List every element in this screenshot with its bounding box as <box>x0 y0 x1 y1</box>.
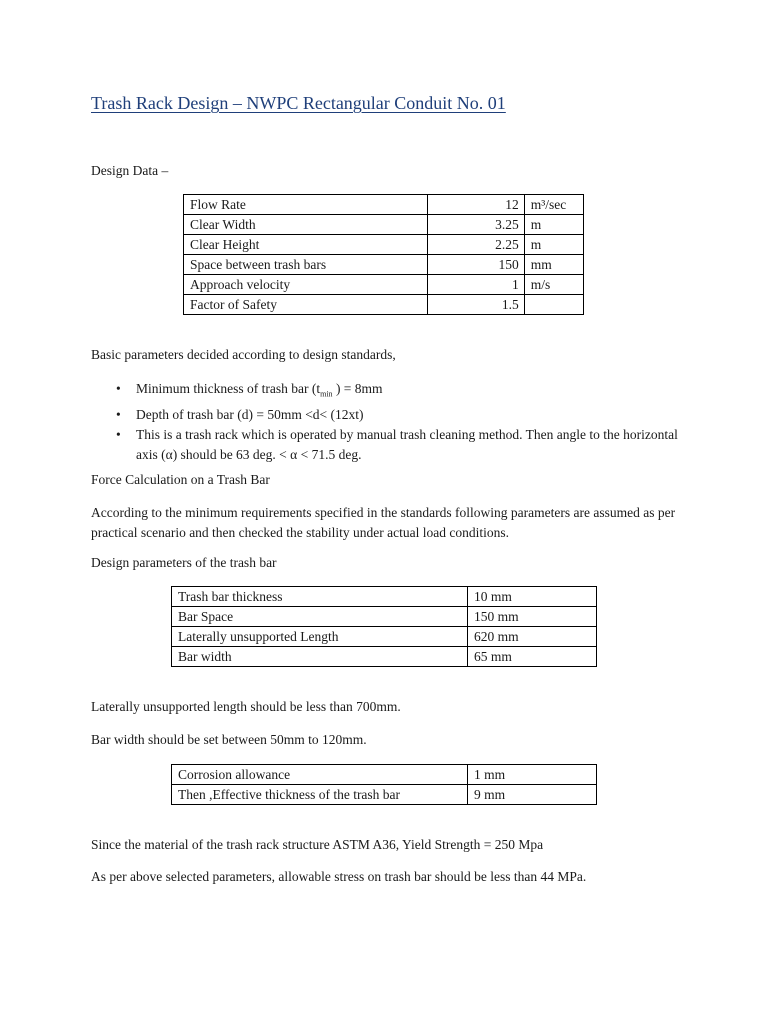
list-item: • This is a trash rack which is operated by manual trash cleaning method. Then angle to the horizontal axis (α) should be 63 deg. < α < 71.5 deg. <box>116 426 678 462</box>
table-cell: 1 mm <box>468 765 597 785</box>
table-cell: 2.25 <box>428 235 524 255</box>
list-item: • Depth of trash bar (d) = 50mm <d< (12xt) <box>112 405 712 425</box>
table-cell: Factor of Safety <box>184 295 428 315</box>
table-cell: Laterally unsupported Length <box>172 627 468 647</box>
table-cell: 150 <box>428 255 524 275</box>
table-cell: Clear Width <box>184 215 428 235</box>
table-cell: 1.5 <box>428 295 524 315</box>
table-cell: m³/sec <box>524 195 583 215</box>
table-row <box>172 765 597 785</box>
table-row <box>172 785 597 805</box>
table-cell: 620 mm <box>468 627 597 647</box>
basic-params-intro: Basic parameters decided according to design standards, <box>91 347 396 362</box>
design-data-table <box>183 194 584 315</box>
table-cell: 1 <box>428 275 524 295</box>
section-heading: Force Calculation on a Trash Bar <box>91 472 270 487</box>
table-cell: 150 mm <box>468 607 597 627</box>
material-line: Since the material of the trash rack structure ASTM A36, Yield Strength = 250 Mpa <box>91 837 544 852</box>
table-cell: Approach velocity <box>184 275 428 295</box>
table-row <box>184 255 584 275</box>
bullet-icon: • <box>116 406 121 422</box>
table-cell: Flow Rate <box>184 195 428 215</box>
page-title: Trash Rack Design – NWPC Rectangular Conduit No. 01 <box>91 93 506 113</box>
table-row <box>184 295 584 315</box>
bullet-icon: • <box>116 381 121 396</box>
table-cell: m <box>524 235 583 255</box>
table-row <box>172 587 597 607</box>
corrosion-table <box>171 764 597 805</box>
table-cell: 12 <box>428 195 524 215</box>
note-text: Bar width should be set between 50mm to 120mm. <box>91 732 367 747</box>
design-data-label: Design Data – <box>91 163 169 178</box>
table-cell: Then ,Effective thickness of the trash bar <box>172 785 468 805</box>
table-cell: Bar width <box>172 647 468 667</box>
paragraph: According to the minimum requirements specified in the standards following parameters are assumed as per practical scenario and then checked the stability under actual load conditions. <box>91 505 676 540</box>
section-heading: Design parameters of the trash bar <box>91 555 277 570</box>
table-cell: 3.25 <box>428 215 524 235</box>
table-cell: 10 mm <box>468 587 597 607</box>
table-cell: Clear Height <box>184 235 428 255</box>
table-cell: Trash bar thickness <box>172 587 468 607</box>
table-row <box>184 275 584 295</box>
table-row <box>184 235 584 255</box>
table-cell <box>524 295 583 315</box>
table-cell: m/s <box>524 275 583 295</box>
table-cell: 65 mm <box>468 647 597 667</box>
bar-params-table <box>171 586 597 667</box>
table-cell: mm <box>524 255 583 275</box>
table-row <box>172 647 597 667</box>
note-text: Laterally unsupported length should be less than 700mm. <box>91 699 401 714</box>
bullet-list <box>112 379 712 465</box>
table-cell: 9 mm <box>468 785 597 805</box>
table-cell: Corrosion allowance <box>172 765 468 785</box>
table-cell: Bar Space <box>172 607 468 627</box>
table-row <box>172 607 597 627</box>
table-row <box>172 627 597 647</box>
table-cell: Space between trash bars <box>184 255 428 275</box>
allowable-stress-line: As per above selected parameters, allowable stress on trash bar should be less than 44 MPa. <box>91 869 587 884</box>
list-item: • Minimum thickness of trash bar ($t_{min}$ ) = 8mm <box>116 381 383 399</box>
bullet-icon: • <box>116 426 121 442</box>
table-row <box>184 215 584 235</box>
table-cell: m <box>524 215 583 235</box>
table-row <box>184 195 584 215</box>
